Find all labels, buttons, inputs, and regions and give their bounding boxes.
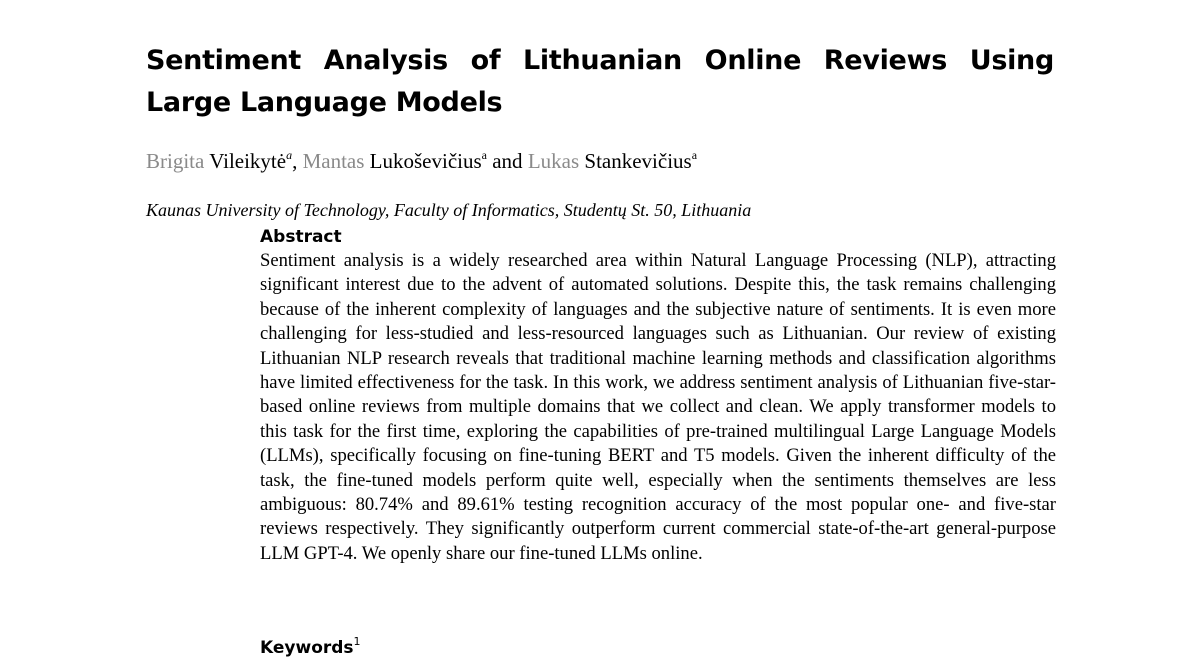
author-family-name: Stankevičius xyxy=(584,149,692,173)
affiliation: Kaunas University of Technology, Faculty of Informatics, Studentų St. 50, Lithuania xyxy=(146,200,752,220)
author-given-name: Mantas xyxy=(302,149,365,173)
abstract-text: Sentiment analysis is a widely researched area within Natural Language Processing (NLP), attracting significant interest due to the advent of automated solutions. Despite this, the task remains challenging because of the inherent complexity of languages and the subjective nature of sentiments. It is even more challenging for less-studied and less-resourced languages such as Lithuanian. Our review of existing Lithuanian NLP research reveals that traditional machine learning methods and classification algorithms have limited effectiveness for the task. In this work, we address sentiment analysis of Lithuanian five-star-based online reviews from multiple domains that we collect and clean. We apply transformer models to this task for the first time, exploring the capabilities of pre-trained multilingual Large Language Models (LLMs), specifically focusing on fine-tuning BERT and T5 models. Given the inherent difficulty of the task, the fine-tuned models perform quite well, especially when the sentiments themselves are less ambiguous: 80.74% and 89.61% testing recognition accuracy of the most popular one- and five-star reviews respectively. They significantly outperform current commercial state-of-the-art general-purpose LLM GPT-4. We openly share our fine-tuned LLMs online. xyxy=(260,250,1056,564)
abstract-heading: Abstract xyxy=(260,227,342,247)
keywords-label: Keywords xyxy=(260,638,354,658)
affiliation-mark: a xyxy=(481,148,487,162)
affiliation-mark: a xyxy=(691,148,698,162)
footnote-mark: 1 xyxy=(353,635,361,648)
author-3 xyxy=(528,149,697,173)
author-family-name: Vileikytė xyxy=(209,149,287,173)
author-1 xyxy=(146,149,292,173)
paper-title: Sentiment Analysis of Lithuanian Online Reviews Using Large Language Models xyxy=(146,45,1054,118)
author-separator: , xyxy=(292,149,303,173)
author-list xyxy=(146,146,697,176)
author-family-name: Lukoševičius xyxy=(369,149,482,173)
affiliation-mark: a xyxy=(286,148,293,162)
author-given-name: Brigita xyxy=(146,149,205,173)
author-conjunction: and xyxy=(486,149,528,173)
keywords-heading xyxy=(260,636,361,660)
author-given-name: Lukas xyxy=(527,149,580,173)
author-2 xyxy=(303,149,487,173)
